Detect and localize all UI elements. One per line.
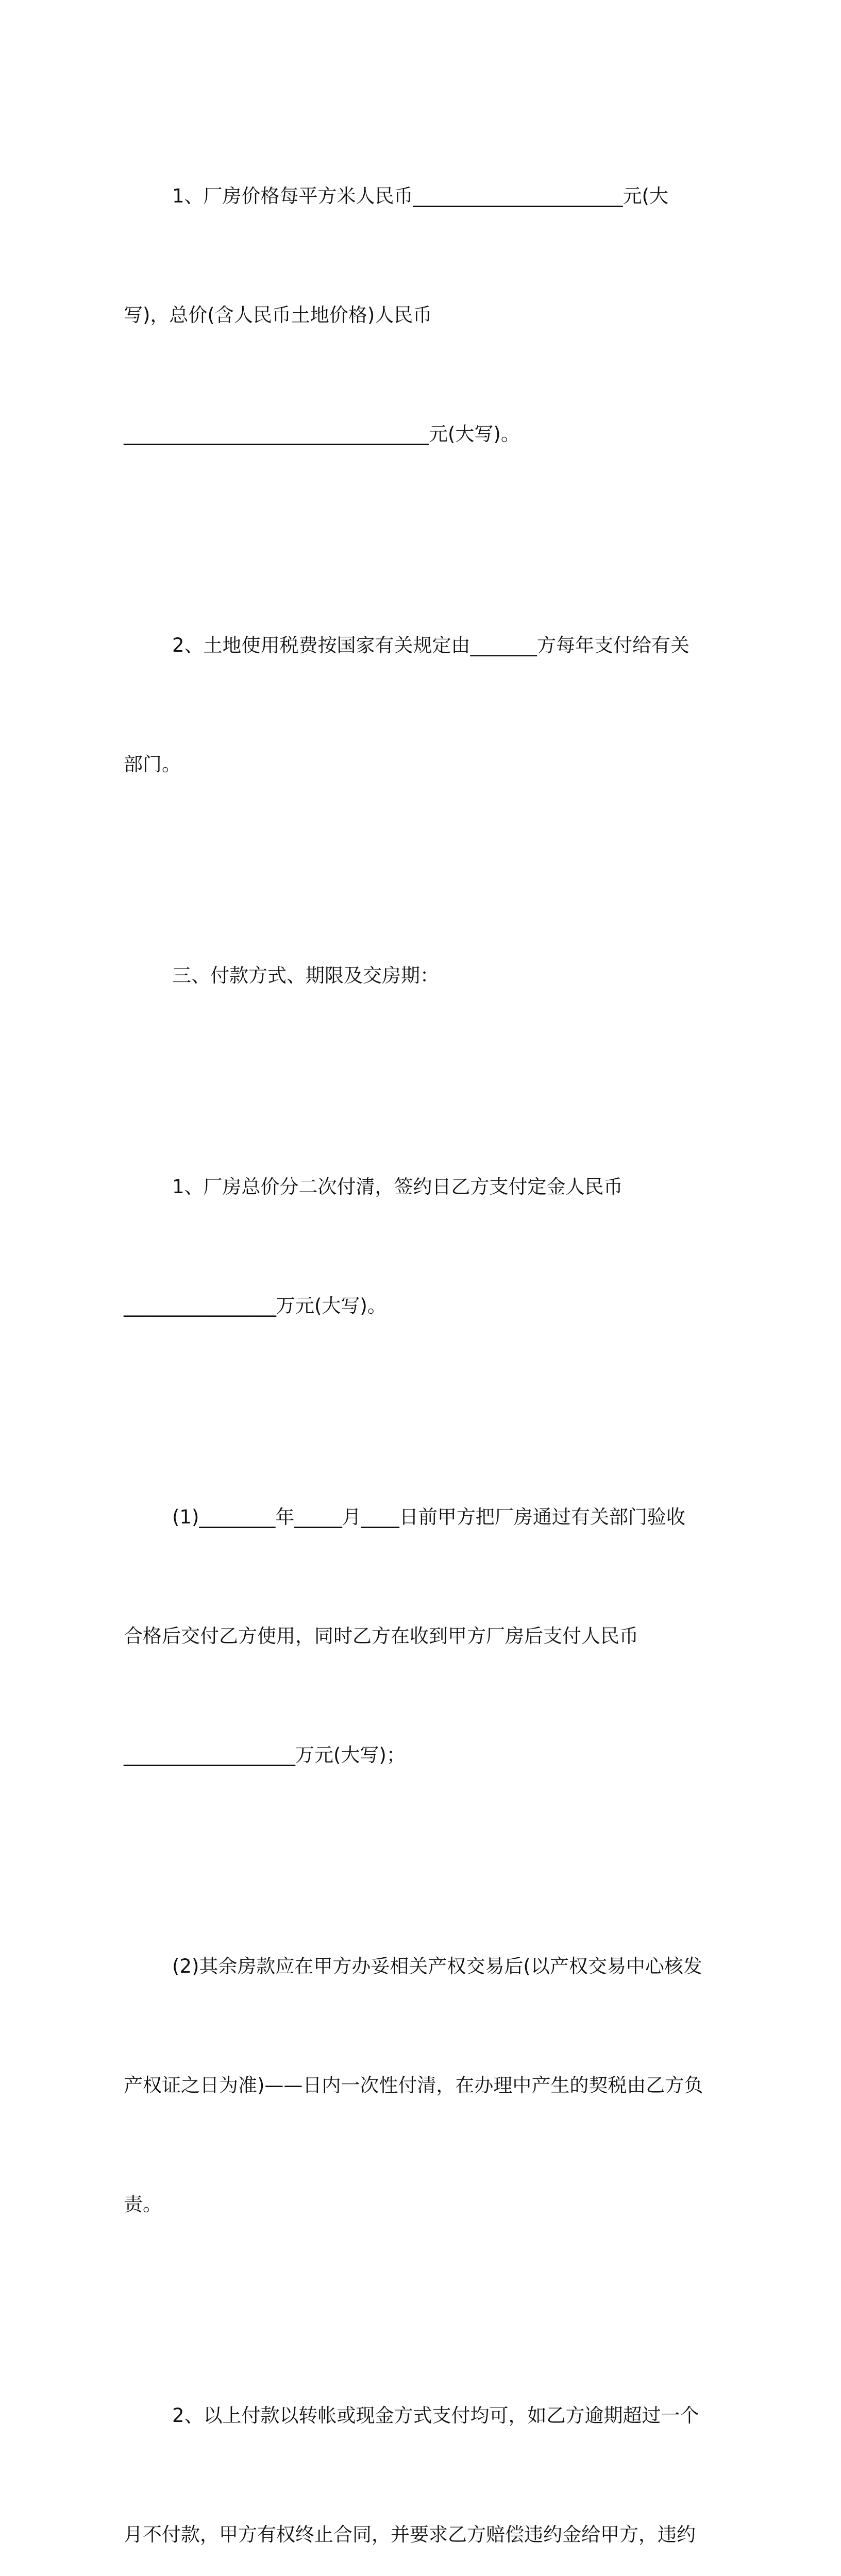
paragraph-factory-price: [124, 97, 706, 533]
text-line: 合格后交付乙方使用，同时乙方在收到甲方厂房后支付人民币: [124, 1625, 638, 1647]
text-line: 三、付款方式、期限及交房期：: [172, 964, 439, 987]
paragraph-remaining-payment: [124, 1867, 706, 2303]
text-line: 2、以上付款以转帐或现金方式支付均可，如乙方逾期超过一个: [172, 2404, 699, 2427]
text-line: (1)________年_____月____日前甲方把厂房通过有关部门验收: [172, 1506, 685, 1528]
text-line: 月不付款，甲方有权终止合同，并要求乙方赔偿违约金给甲方，违约: [124, 2523, 696, 2546]
text-line: (2)其余房款应在甲方办妥相关产权交易后(以产权交易中心核发: [172, 1955, 702, 1977]
text-line: 1、厂房总价分二次付清，签约日乙方支付定金人民币: [172, 1176, 623, 1198]
text-line: ________________________________元(大写)。: [124, 423, 520, 445]
paragraph-first-payment: [124, 1418, 706, 1854]
text-line: ________________万元(大写)。: [124, 1295, 386, 1317]
paragraph-payment-terms-penalty: [124, 2316, 706, 2576]
paragraph-installments: [124, 1088, 706, 1405]
text-line: 1、厂房价格每平方米人民币______________________元(大: [172, 185, 668, 207]
text-line: 产权证之日为准)——日内一次性付清，在办理中产生的契税由乙方负: [124, 2074, 703, 2096]
text-line: 责。: [124, 2193, 162, 2215]
paragraph-land-tax: [124, 546, 706, 863]
document-body: [124, 97, 706, 2576]
text-line: 2、土地使用税费按国家有关规定由_______方每年支付给有关: [172, 634, 690, 656]
text-line: 写)，总价(含人民币土地价格)人民币: [124, 304, 432, 326]
text-line: 部门。: [124, 753, 181, 775]
text-line: __________________万元(大写)；: [124, 1744, 406, 1766]
section-heading-payment: [124, 876, 706, 1075]
